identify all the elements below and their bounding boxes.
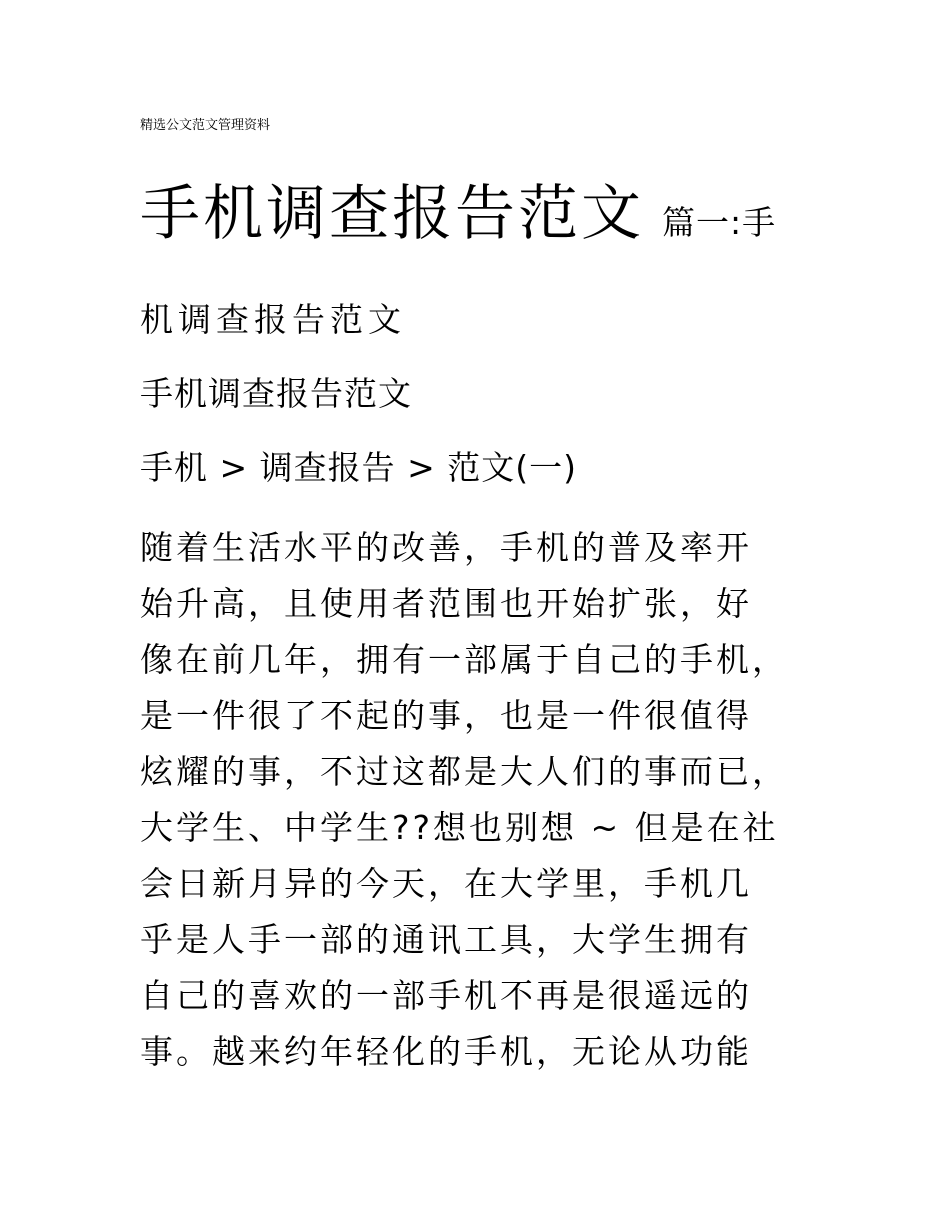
body-line: 始升高，且使用者范围也开始扩张，好 [140,584,752,623]
subheading-title: 手机调查报告范文 [140,374,412,413]
body-line: 会日新月异的今天，在大学里，手机几 [140,864,752,903]
body-line: 事。越来约年轻化的手机，无论从功能 [140,1032,752,1071]
document-title [140,176,776,267]
title-sub: 篇一:手 [662,203,777,242]
body-paragraph [140,520,820,1080]
title-main: 手机调查报告范文 [140,179,644,249]
title-continuation: 机调查报告范文 [140,300,406,339]
body-line: 大学生、中学生??想也别想 ~ 但是在社 [140,808,779,847]
body-line: 自己的喜欢的一部手机不再是很遥远的 [140,976,752,1015]
body-line: 是一件很了不起的事，也是一件很值得 [140,696,752,735]
body-line: 随着生活水平的改善，手机的普及率开 [140,528,752,567]
body-line: 像在前几年，拥有一部属于自己的手机， [140,640,788,679]
subheading-breadcrumb: 手机 > 调查报告 > 范文(一) [140,448,578,487]
body-line: 乎是人手一部的通讯工具，大学生拥有 [140,920,752,959]
body-line: 炫耀的事，不过这都是大人们的事而已， [140,752,788,791]
header-note: 精选公文范文管理资料 [140,118,271,133]
